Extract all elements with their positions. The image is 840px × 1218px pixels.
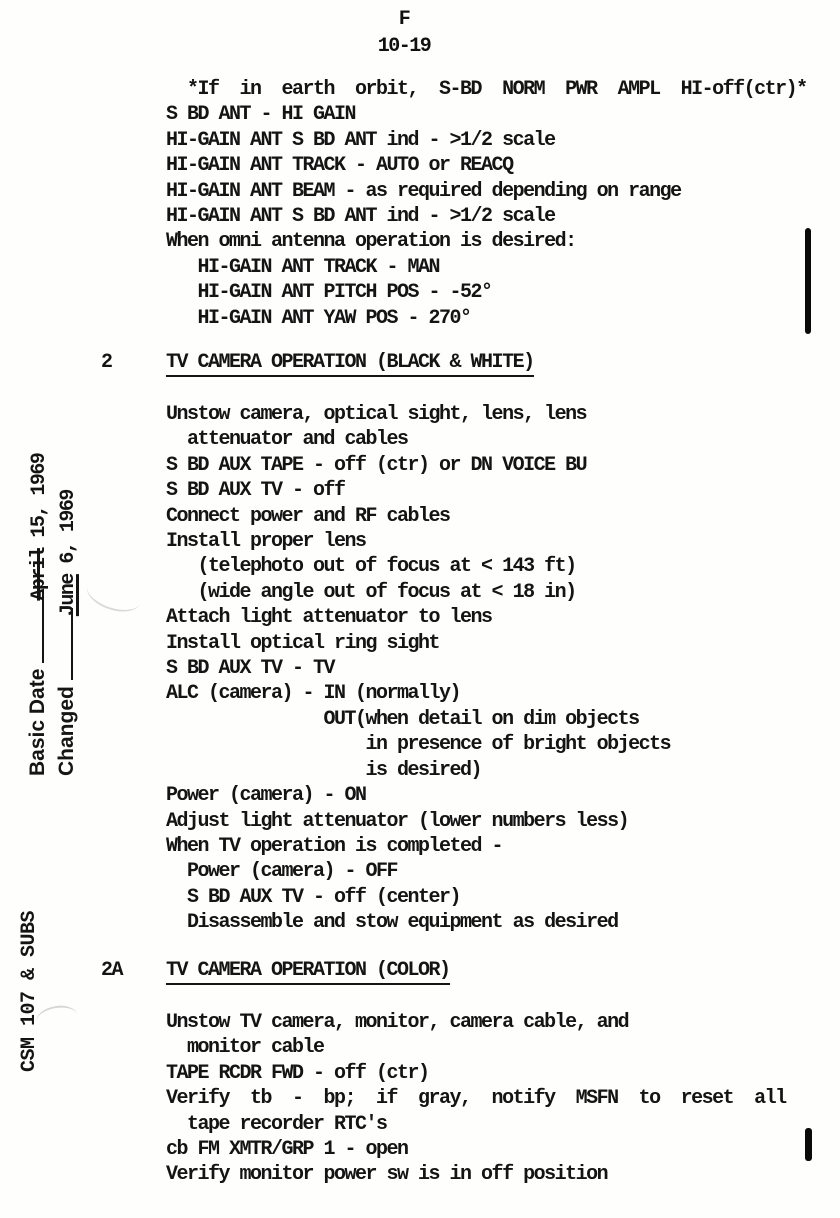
checklist-line: When omni antenna operation is desired:: [166, 230, 576, 254]
page-header: [304, 6, 504, 60]
checklist-line: (wide angle out of focus at < 18 in): [166, 580, 576, 604]
checklist-line: Attach light attenuator to lens: [166, 606, 492, 630]
checklist-line: Disassemble and stow equipment as desired: [166, 911, 618, 935]
vehicle-id-stamp: [17, 892, 43, 1072]
checklist-line: Install optical ring sight: [166, 631, 440, 655]
checklist-line: (telephoto out of focus at < 143 ft): [166, 555, 576, 579]
checklist-line: S BD AUX TV - off (center): [166, 885, 461, 909]
checklist-line: S BD AUX TV - TV: [166, 657, 335, 681]
item-number-2a: 2A: [101, 959, 123, 982]
changed-date-line: [52, 396, 81, 776]
checklist-line: tape recorder RTC's: [166, 1112, 387, 1136]
fill-in-line: [28, 591, 44, 663]
checklist-line: Unstow camera, optical sight, lens, lens: [166, 403, 587, 426]
checklist-line: Connect power and RF cables: [166, 504, 450, 528]
checklist-line: ALC (camera) - IN (normally): [166, 682, 461, 706]
checklist-line: Unstow TV camera, monitor, camera cable, and: [166, 1011, 629, 1034]
checklist-line: *If in earth orbit, S-BD NORM PWR AMPL HI-off(ctr)*: [166, 78, 807, 101]
changed-rest: 6, 1969: [57, 490, 80, 575]
checklist-line: S BD AUX TAPE - off (ctr) or DN VOICE BU: [166, 453, 587, 477]
page-number: 10-19: [377, 35, 431, 58]
checklist-line: HI-GAIN ANT YAW POS - 270°: [166, 306, 471, 330]
checklist-line: Adjust light attenuator (lower numbers less): [166, 809, 629, 833]
basic-date-month: April: [28, 548, 51, 601]
changed-month: June: [57, 574, 80, 617]
antenna-procedure-block: [166, 77, 807, 331]
checklist-line: Power (camera) - ON: [166, 784, 366, 808]
checklist-line: S BD ANT - HI GAIN: [166, 103, 356, 127]
checklist-line: Install proper lens: [166, 530, 366, 554]
checklist-line: OUT(when detail on dim objects: [166, 707, 639, 731]
basic-date-rest: 15, 1969: [28, 453, 51, 549]
checklist-line: Verify monitor power sw is in off position: [166, 1163, 608, 1187]
color-camera-procedure-block: [166, 1010, 786, 1188]
checklist-line: HI-GAIN ANT S BD ANT ind - >1/2 scale: [166, 128, 555, 152]
checklist-line: TAPE RCDR FWD - off (ctr): [166, 1061, 429, 1085]
scan-mark: [82, 570, 145, 618]
basic-date-line: [23, 396, 52, 776]
change-bar-top: [805, 228, 811, 334]
checklist-line: HI-GAIN ANT TRACK - MAN: [166, 255, 440, 279]
section-title-color: [166, 958, 450, 983]
checklist-line: is desired): [166, 758, 482, 782]
bw-camera-procedure-block: [166, 402, 670, 936]
checklist-line: monitor cable: [166, 1036, 324, 1060]
checklist-line: HI-GAIN ANT BEAM - as required depending on range: [166, 179, 681, 203]
checklist-line: attenuator and cables: [166, 428, 408, 452]
checklist-line: HI-GAIN ANT PITCH POS - -52°: [166, 281, 492, 305]
basic-date-changed-stamp: [23, 396, 81, 776]
checklist-line: HI-GAIN ANT TRACK - AUTO or REACQ: [166, 154, 513, 178]
checklist-line: When TV operation is completed -: [166, 834, 503, 858]
section-title-color-text: TV CAMERA OPERATION (COLOR): [166, 959, 450, 985]
checklist-line: Power (camera) - OFF: [166, 860, 398, 884]
checklist-line: cb FM XMTR/GRP 1 - open: [166, 1138, 408, 1162]
checklist-line: HI-GAIN ANT S BD ANT ind - >1/2 scale: [166, 205, 555, 229]
change-bar-bottom: [805, 1128, 812, 1161]
section-letter: F: [398, 8, 410, 31]
checklist-line: S BD AUX TV - off: [166, 479, 345, 503]
vehicle-id-text: CSM 107 & SUBS: [18, 910, 41, 1072]
checklist-line: Verify tb - bp; if gray, notify MSFN to reset all: [166, 1087, 786, 1111]
fill-in-line: [57, 608, 73, 680]
changed-label: Changed: [55, 686, 78, 776]
section-title-bw: [166, 350, 534, 375]
checklist-line: in presence of bright objects: [166, 733, 671, 757]
item-number-2: 2: [101, 351, 112, 374]
basic-date-label: Basic Date: [26, 668, 49, 776]
section-title-bw-text: TV CAMERA OPERATION (BLACK & WHITE): [166, 351, 534, 377]
